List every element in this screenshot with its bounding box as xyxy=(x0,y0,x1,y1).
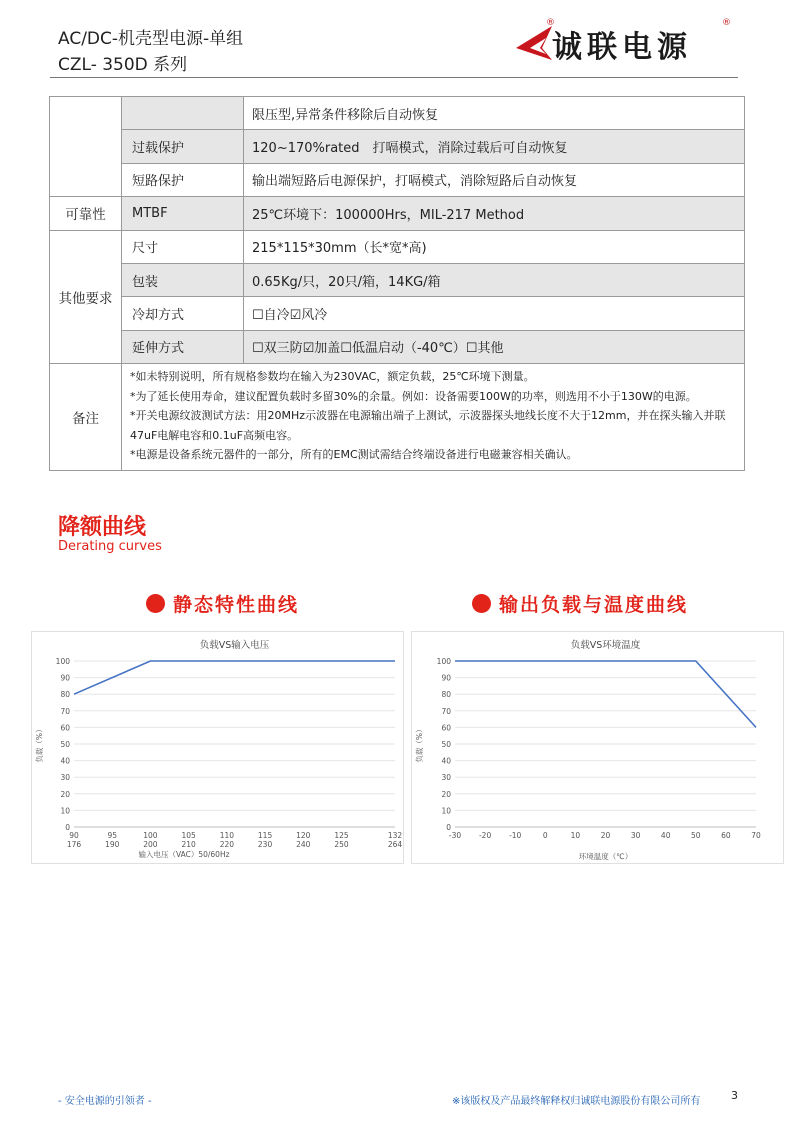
chart-heading-text: 输出负载与温度曲线 xyxy=(499,594,689,616)
y-tick-label: 20 xyxy=(60,789,70,799)
y-tick-label: 60 xyxy=(441,723,451,733)
logo-arrow-icon xyxy=(512,24,556,64)
table-row xyxy=(50,163,745,196)
table-value-cell: 输出端短路后电源保护，打嗝模式，消除短路后自动恢复 xyxy=(244,163,745,196)
x-tick-label: 20 xyxy=(600,831,611,840)
x-tick-label-secondary: 264 xyxy=(387,840,403,849)
note-line: *开关电源纹波测试方法：用20MHz示波器在电源输出端子上测试，示波器探头地线长度不大于12mm，并在探头输入并联47uF电解电容和0.1uF高频电容。 xyxy=(130,409,726,442)
table-value-cell: ☐自冷☑风冷 xyxy=(244,297,745,330)
x-tick-label: 40 xyxy=(660,831,671,840)
chart-heading-temperature xyxy=(472,590,688,617)
x-tick-label: 120 xyxy=(296,831,311,840)
table-row xyxy=(50,197,745,230)
chart-heading-text: 静态特性曲线 xyxy=(173,594,300,616)
y-tick-label: 80 xyxy=(441,690,451,700)
x-tick-label-secondary: 210 xyxy=(181,840,196,849)
table-item-cell: 短路保护 xyxy=(122,163,244,196)
table-item-cell xyxy=(122,97,244,130)
table-item-cell: 冷却方式 xyxy=(122,297,244,330)
y-tick-label: 30 xyxy=(60,773,70,783)
table-value-cell: 25℃环境下：100000Hrs，MIL-217 Method xyxy=(244,197,745,230)
x-tick-label: 115 xyxy=(257,831,273,840)
x-tick-label: -10 xyxy=(509,831,522,840)
x-tick-label-secondary: 190 xyxy=(105,840,120,849)
y-tick-label: 80 xyxy=(60,690,70,700)
y-tick-label: 70 xyxy=(441,706,451,716)
chart-heading-static xyxy=(146,590,299,617)
x-tick-label-secondary: 240 xyxy=(296,840,311,849)
table-row xyxy=(50,297,745,330)
table-row xyxy=(50,330,745,363)
table-item-cell: 尺寸 xyxy=(122,230,244,263)
table-value-cell: 120~170%rated 打嗝模式，消除过载后可自动恢复 xyxy=(244,130,745,163)
table-item-cell: 包装 xyxy=(122,263,244,296)
x-tick-label: 125 xyxy=(334,831,349,840)
table-item-cell: MTBF xyxy=(122,197,244,230)
table-row xyxy=(50,97,745,130)
spec-table xyxy=(49,96,745,471)
table-row xyxy=(50,130,745,163)
notes-label-cell: 备注 xyxy=(50,364,122,471)
section-subtitle: Derating curves xyxy=(58,539,162,554)
x-tick-label: 95 xyxy=(107,831,117,840)
y-tick-label: 30 xyxy=(441,773,451,783)
bullet-dot-icon xyxy=(146,594,165,613)
table-row xyxy=(50,364,745,471)
chart-load-vs-temperature xyxy=(411,631,784,864)
y-tick-label: 40 xyxy=(441,756,451,766)
section-title: 降额曲线 xyxy=(58,515,147,540)
y-tick-label: 70 xyxy=(60,706,70,716)
table-row xyxy=(50,263,745,296)
x-tick-label: 90 xyxy=(69,831,79,840)
header-product-category: AC/DC-机壳型电源-单组 xyxy=(58,29,244,49)
y-tick-label: 50 xyxy=(441,740,451,749)
x-tick-label-secondary: 200 xyxy=(143,840,158,849)
table-group-cell: 其他要求 xyxy=(50,230,122,364)
registered-mark: ® xyxy=(722,18,731,28)
x-tick-label: 0 xyxy=(542,831,548,840)
y-tick-label: 40 xyxy=(60,756,70,766)
brand-logo xyxy=(512,18,737,68)
y-tick-label: 100 xyxy=(436,657,451,666)
x-tick-label: 132 xyxy=(387,831,403,840)
y-tick-label: 90 xyxy=(60,673,70,683)
y-tick-label: 90 xyxy=(441,673,451,683)
note-line: *为了延长使用寿命，建议配置负载时多留30%的余量。例如：设备需要100W的功率，则选用不小于130W的电源。 xyxy=(130,389,697,403)
x-tick-label: 105 xyxy=(181,831,196,840)
note-line: *如未特别说明，所有规格参数均在输入为230VAC，额定负载，25℃环境下测量。 xyxy=(130,370,535,384)
x-tick-label: -30 xyxy=(448,831,462,840)
x-tick-label: 70 xyxy=(751,831,761,840)
note-line: *电源是设备系统元器件的一部分，所有的EMC测试需结合终端设备进行电磁兼容相关确认。 xyxy=(130,448,578,462)
chart-title: 负载VS输入电压 xyxy=(199,640,270,651)
table-item-cell: 过载保护 xyxy=(122,130,244,163)
chart-load-vs-voltage xyxy=(31,631,404,864)
table-value-cell: 215*115*30mm（长*宽*高) xyxy=(244,230,745,263)
bullet-dot-icon xyxy=(472,594,491,613)
table-value-cell: 限压型,异常条件移除后自动恢复 xyxy=(244,97,745,130)
table-group-cell: 可靠性 xyxy=(50,197,122,230)
y-tick-label: 10 xyxy=(441,806,451,816)
footer-slogan: - 安全电源的引领者 - xyxy=(58,1096,152,1107)
header-divider xyxy=(50,77,738,78)
y-tick-label: 0 xyxy=(65,823,70,832)
x-tick-label: 10 xyxy=(570,831,581,840)
table-value-cell: ☐双三防☑加盖☐低温启动（-40℃）☐其他 xyxy=(244,330,745,363)
x-tick-label-secondary: 230 xyxy=(257,840,273,849)
x-axis-label: 环境温度（℃） xyxy=(578,852,633,861)
y-axis-label: 负载（%） xyxy=(415,725,424,763)
y-tick-label: 10 xyxy=(60,806,70,816)
table-row xyxy=(50,230,745,263)
y-tick-label: 100 xyxy=(55,657,70,666)
x-tick-label: 110 xyxy=(219,831,235,840)
x-axis-label: 输入电压（VAC）50/60Hz xyxy=(138,850,230,859)
registered-mark: ® xyxy=(546,18,555,28)
chart-svg xyxy=(32,632,405,865)
y-tick-label: 50 xyxy=(60,740,70,749)
y-axis-label: 负载（%） xyxy=(35,725,44,763)
logo-text: 诚联电源 xyxy=(552,30,692,65)
x-tick-label-secondary: 250 xyxy=(334,840,349,849)
x-tick-label: 30 xyxy=(630,831,641,840)
table-item-cell: 延伸方式 xyxy=(122,330,244,363)
x-tick-label: 60 xyxy=(721,831,731,840)
x-tick-label-secondary: 176 xyxy=(66,840,82,849)
header-series-name: CZL- 350D 系列 xyxy=(58,55,188,75)
y-tick-label: 20 xyxy=(441,789,451,799)
x-tick-label: -20 xyxy=(478,831,492,840)
page-number: 3 xyxy=(731,1089,738,1102)
y-tick-label: 60 xyxy=(60,723,70,733)
table-value-cell: 0.65Kg/只，20只/箱，14KG/箱 xyxy=(244,263,745,296)
x-tick-label: 50 xyxy=(691,831,701,840)
y-tick-label: 0 xyxy=(446,823,451,832)
x-tick-label: 100 xyxy=(143,831,158,840)
footer-copyright: ※该版权及产品最终解释权归诚联电源股份有限公司所有 xyxy=(452,1096,701,1107)
x-tick-label-secondary: 220 xyxy=(219,840,235,849)
notes-cell xyxy=(122,364,745,471)
chart-title: 负载VS环境温度 xyxy=(570,640,641,651)
table-group-cell xyxy=(50,97,122,197)
chart-svg xyxy=(412,632,785,865)
